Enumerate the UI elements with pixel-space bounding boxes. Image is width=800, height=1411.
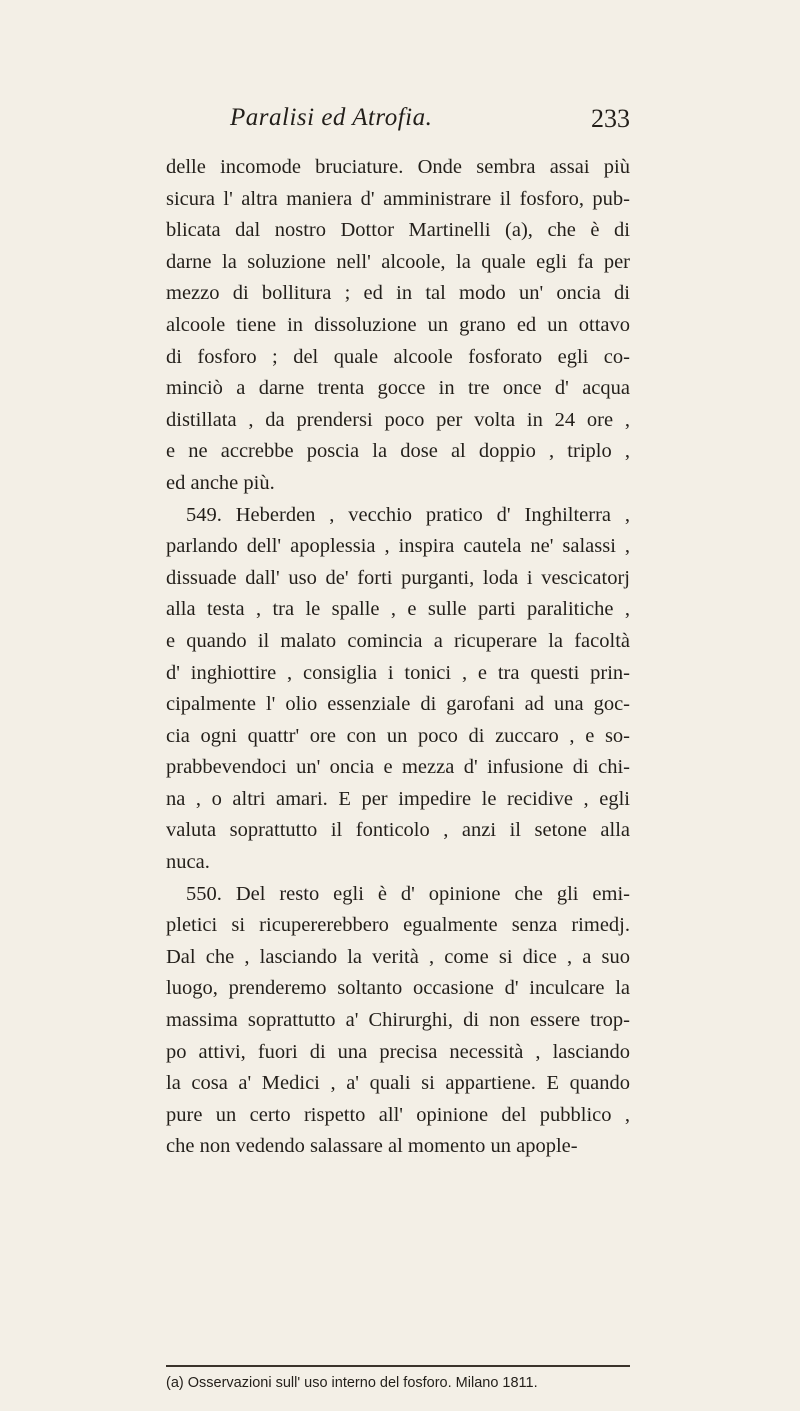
page-number: 233 <box>591 104 630 133</box>
text-line: po attivi, fuori di una precisa necessità , lasciando <box>166 1040 630 1063</box>
text-line: cia ogni quattr' ore con un poco di zuccaro , e so- <box>166 724 630 747</box>
text-line: e quando il malato comincia a ricuperare la facoltà <box>166 629 630 652</box>
text-line: d' inghiottire , consiglia i tonici , e tra questi prin- <box>166 661 630 684</box>
text-line: alcoole tiene in dissoluzione un grano ed un ottavo <box>166 313 630 336</box>
page-header <box>230 104 630 144</box>
body-text <box>166 152 630 1163</box>
text-line: prabbevendoci un' oncia e mezza d' infusione di chi- <box>166 756 630 779</box>
text-line: 549. Heberden , vecchio pratico d' Inghilterra , <box>186 503 630 526</box>
running-head: Paralisi ed Atrofia. <box>230 104 433 131</box>
text-line: pure un certo rispetto all' opinione del pubblico , <box>166 1103 630 1126</box>
text-line: luogo, prenderemo soltanto occasione d' inculcare la <box>166 977 630 1000</box>
text-line: cipalmente l' olio essenziale di garofani ad una goc- <box>166 693 630 716</box>
text-line: alla testa , tra le spalle , e sulle parti paralitiche , <box>166 598 630 621</box>
text-line: parlando dell' apoplessia , inspira cautela ne' salassi , <box>166 535 630 558</box>
text-line: distillata , da prendersi poco per volta in 24 ore , <box>166 408 630 431</box>
footnote-rule <box>166 1365 630 1367</box>
text-line: 550. Del resto egli è d' opinione che gli emi- <box>186 882 630 905</box>
text-line: darne la soluzione nell' alcoole, la quale egli fa per <box>166 250 630 273</box>
text-line: minciò a darne trenta gocce in tre once d' acqua <box>166 377 630 400</box>
text-line: di fosforo ; del quale alcoole fosforato egli co- <box>166 345 630 368</box>
text-line: che non vedendo salassare al momento un apople- <box>166 1135 578 1158</box>
text-line: valuta soprattutto il fonticolo , anzi il setone alla <box>166 819 630 842</box>
text-line: pletici si ricupererebbero egualmente senza rimedj. <box>166 914 630 937</box>
text-line: e ne accrebbe poscia la dose al doppio , triplo , <box>166 440 630 463</box>
text-line: massima soprattutto a' Chirurghi, di non essere trop- <box>166 1009 630 1032</box>
text-line: blicata dal nostro Dottor Martinelli (a), che è di <box>166 219 630 242</box>
footnote: (a) Osservazioni sull' uso interno del fosforo. Milano 1811. <box>166 1375 538 1391</box>
text-line: nuca. <box>166 851 210 874</box>
text-line: la cosa a' Medici , a' quali si appartiene. E quando <box>166 1072 630 1095</box>
text-line: dissuade dall' uso de' forti purganti, loda i vescicatorj <box>166 566 630 589</box>
text-line: sicura l' altra maniera d' amministrare il fosforo, pub- <box>166 187 630 210</box>
text-line: ed anche più. <box>166 471 275 494</box>
text-line: mezzo di bollitura ; ed in tal modo un' oncia di <box>166 282 630 305</box>
text-line: delle incomode bruciature. Onde sembra assai più <box>166 156 630 178</box>
text-line: Dal che , lasciando la verità , come si dice , a suo <box>166 945 630 968</box>
text-line: na , o altri amari. E per impedire le recidive , egli <box>166 787 630 810</box>
